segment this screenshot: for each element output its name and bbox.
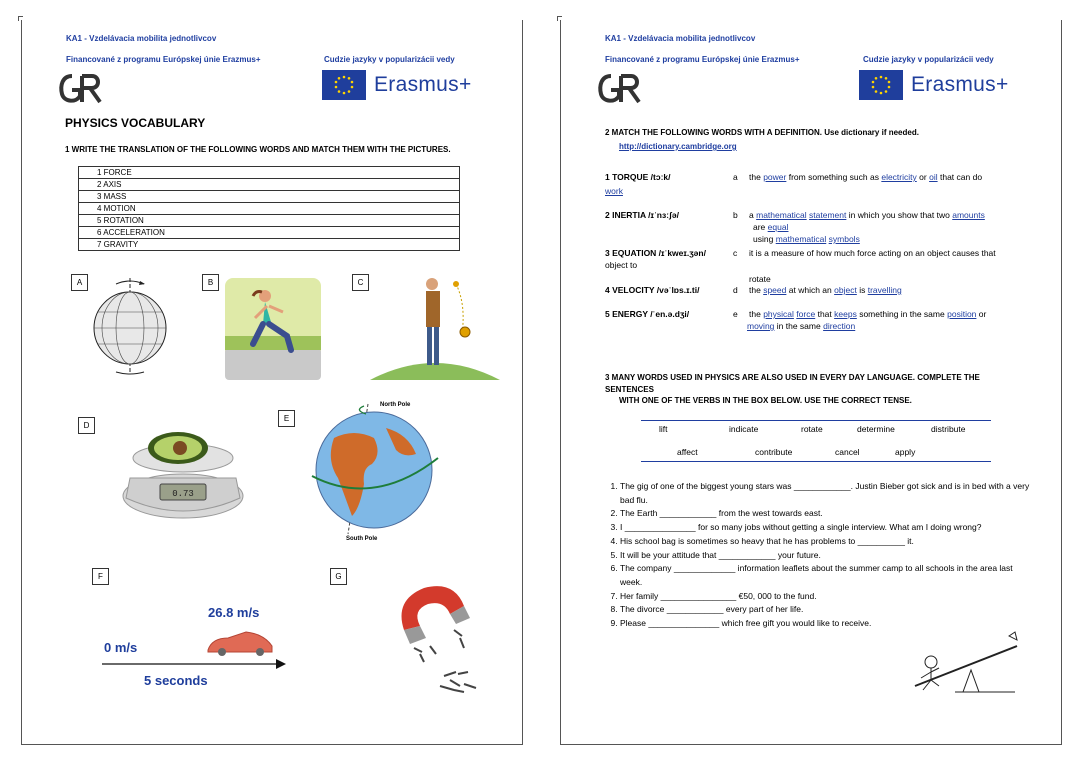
verb-option: contribute: [755, 447, 793, 457]
verb-option: rotate: [801, 424, 823, 434]
def-letter-b: b: [733, 210, 738, 220]
dict-link-symbols[interactable]: symbols: [828, 234, 860, 244]
picture-label-a: A: [71, 274, 88, 291]
header-ka1: KA1 - Vzdelávacia mobilita jednotlivcov: [66, 34, 217, 43]
def-word: a: [749, 210, 754, 220]
def-word: are: [753, 222, 766, 232]
def-word: the: [749, 309, 761, 319]
picture-label-f: F: [92, 568, 109, 585]
list-item: 6. The company _____________ information leaflets about the summer camp to all schools in the area last week.: [620, 562, 1030, 589]
vocab-word: 5 ROTATION: [79, 215, 460, 227]
earth-rotation-illustration: [304, 398, 444, 548]
task-1-instruction: 1 WRITE THE TRANSLATION OF THE FOLLOWING WORDS AND MATCH THEM WITH THE PICTURES.: [65, 145, 451, 154]
dict-link-amounts[interactable]: amounts: [952, 210, 985, 220]
def-word: in which you show that two: [848, 210, 950, 220]
final-speed-label: 26.8 m/s: [208, 605, 260, 620]
verb-option: determine: [857, 424, 895, 434]
time-arrow: [102, 658, 286, 670]
vocab-word: 2 AXIS: [79, 179, 460, 191]
horseshoe-magnet-illustration: [384, 580, 494, 700]
time-label: 5 seconds: [144, 673, 208, 688]
erasmus-wordmark: Erasmus+: [911, 73, 1009, 96]
term-equation: 3 EQUATION /ɪˈkweɪ.ʒən/: [605, 248, 706, 258]
task-2-instruction: 2 MATCH THE FOLLOWING WORDS WITH A DEFINITION. Use dictionary if needed.: [605, 128, 919, 137]
list-item: 7. Her family ________________ €50, 000 to the fund.: [620, 590, 1030, 604]
dict-link-keeps[interactable]: keeps: [834, 309, 857, 319]
term-energy: 5 ENERGY /ˈen.ə.dʒi/: [605, 309, 690, 319]
vocab-word: 1 FORCE: [79, 167, 460, 179]
header-foreign-languages: Cudzie jazyky v popularizácii vedy: [324, 55, 455, 64]
term-velocity: 4 VELOCITY /vəˈlɒs.ɪ.ti/: [605, 285, 700, 295]
def-letter-e: e: [733, 309, 738, 319]
def-word: or: [978, 309, 987, 319]
definition-d: [749, 284, 902, 296]
definition-b-line3: [753, 233, 860, 245]
rotating-sphere-illustration: [80, 276, 180, 376]
def-word: in the same: [776, 321, 821, 331]
definition-c-rotate: rotate: [749, 274, 771, 284]
erasmus-logo: [859, 70, 1009, 100]
table-row: [79, 203, 460, 215]
picture-label-b: B: [202, 274, 219, 291]
dict-link-position[interactable]: position: [947, 309, 977, 319]
kitchen-scale-illustration: [118, 418, 248, 522]
definition-e-line2: [747, 320, 855, 332]
def-letter-c: c: [733, 248, 738, 258]
def-word: or: [919, 172, 927, 182]
dict-link-direction[interactable]: direction: [823, 321, 856, 331]
worksheet-page-1: [21, 20, 523, 745]
def-word: that: [817, 309, 832, 319]
verb-option: distribute: [931, 424, 966, 434]
table-row: [79, 239, 460, 251]
verb-option: cancel: [835, 447, 860, 457]
seesaw-lever-illustration: [911, 628, 1021, 698]
term-inertia: 2 INERTIA /ɪˈnɜːʃə/: [605, 210, 679, 220]
initial-speed-label: 0 m/s: [104, 640, 138, 655]
list-item: 3. I _______________ for so many jobs without getting a single interview. What am I doing wrong?: [620, 521, 1030, 535]
erasmus-wordmark: Erasmus+: [374, 73, 472, 96]
picture-label-g: G: [330, 568, 347, 585]
def-word: the: [749, 285, 761, 295]
term-torque: 1 TORQUE /tɔːk/: [605, 172, 671, 182]
list-item: 4. His school bag is sometimes so heavy that he has problems to __________ it.: [620, 535, 1030, 549]
table-row: [79, 167, 460, 179]
eu-flag-icon: [859, 70, 903, 100]
sentence-list: [606, 480, 1030, 631]
gjr-logo: [597, 72, 643, 106]
dict-link-electricity[interactable]: electricity: [881, 172, 917, 182]
verb-option: indicate: [729, 424, 759, 434]
table-row: [79, 179, 460, 191]
verb-box: [641, 420, 991, 462]
definition-b: [749, 209, 1019, 221]
table-row: [79, 215, 460, 227]
picture-label-c: C: [352, 274, 369, 291]
def-word: the: [749, 172, 761, 182]
header-foreign-languages: Cudzie jazyky v popularizácii vedy: [863, 55, 994, 64]
list-item: 2. The Earth ____________ from the west towards east.: [620, 507, 1030, 521]
header-financed: Financované z programu Európskej únie Erazmus+: [605, 55, 800, 64]
dict-link-force[interactable]: force: [796, 309, 816, 319]
def-word: at which an: [788, 285, 832, 295]
page-title: PHYSICS VOCABULARY: [65, 116, 206, 130]
list-item: 8. The divorce ____________ every part of her life.: [620, 603, 1030, 617]
def-letter-a: a: [733, 172, 738, 182]
def-letter-d: d: [733, 285, 738, 295]
picture-label-e: E: [278, 410, 295, 427]
list-item: 1. The gig of one of the biggest young stars was ____________. Justin Bieber got sick and is in bed with a very bad flu.: [620, 480, 1030, 507]
definition-e: [749, 308, 1019, 320]
dict-link-physical[interactable]: physical: [763, 309, 794, 319]
dict-link-travelling[interactable]: travelling: [867, 285, 902, 295]
eu-flag-icon: [322, 70, 366, 100]
red-car-icon: [206, 628, 276, 658]
dict-link-work[interactable]: work: [605, 186, 623, 196]
south-pole-label: South Pole: [346, 536, 378, 542]
north-pole-label: North Pole: [380, 402, 411, 408]
dict-link-object[interactable]: object: [834, 285, 857, 295]
definition-a: [749, 171, 1017, 183]
verb-option: affect: [677, 447, 698, 457]
vocabulary-table: [78, 166, 460, 251]
dictionary-link[interactable]: http://dictionary.cambridge.org: [619, 142, 737, 151]
runner-illustration: [225, 278, 321, 380]
verb-option: lift: [659, 424, 668, 434]
dict-link-mathematical[interactable]: mathematical: [756, 210, 807, 220]
table-row: [79, 227, 460, 239]
verb-option: apply: [895, 447, 916, 457]
gjr-logo: [58, 72, 104, 106]
header-ka1: KA1 - Vzdelávacia mobilita jednotlivcov: [605, 34, 756, 43]
dict-link-oil[interactable]: oil: [929, 172, 938, 182]
def-word: something in the same: [859, 309, 945, 319]
dict-link-power[interactable]: power: [763, 172, 787, 182]
list-item: 5. It will be your attitude that ____________ your future.: [620, 549, 1030, 563]
vocab-word: 6 ACCELERATION: [79, 227, 460, 239]
vocab-word: 3 MASS: [79, 191, 460, 203]
dict-link-mathematical[interactable]: mathematical: [775, 234, 827, 244]
vocab-word: 7 GRAVITY: [79, 239, 460, 251]
vocab-word: 4 MOTION: [79, 203, 460, 215]
task-3-instruction-2: WITH ONE OF THE VERBS IN THE BOX BELOW. USE THE CORRECT TENSE.: [619, 396, 912, 405]
definition-c: it is a measure of how much force acting on an object causes that object to: [605, 248, 996, 270]
dict-link-speed[interactable]: speed: [763, 285, 787, 295]
picture-label-d: D: [78, 417, 95, 434]
def-word: that can do: [939, 172, 983, 182]
def-word: using: [753, 234, 774, 244]
list-item: 9. Please _______________ which free gift you would like to receive.: [620, 617, 1030, 631]
task-3-instruction: 3 MANY WORDS USED IN PHYSICS ARE ALSO USED IN EVERY DAY LANGUAGE. COMPLETE THE SENTENCES: [605, 373, 980, 394]
def-word: is: [859, 285, 866, 295]
worksheet-page-2: [560, 20, 1062, 745]
definition-b-line2: [753, 221, 788, 233]
def-word: from something such as: [788, 172, 879, 182]
dict-link-statement[interactable]: statement: [809, 210, 847, 220]
header-financed: Financované z programu Európskej únie Erazmus+: [66, 55, 261, 64]
dict-link-moving[interactable]: moving: [747, 321, 775, 331]
gravity-apple-illustration: [370, 276, 500, 380]
table-row: [79, 191, 460, 203]
dict-link-equal[interactable]: equal: [767, 222, 789, 232]
erasmus-logo: [322, 70, 472, 100]
scale-display: 0.73: [172, 489, 194, 499]
